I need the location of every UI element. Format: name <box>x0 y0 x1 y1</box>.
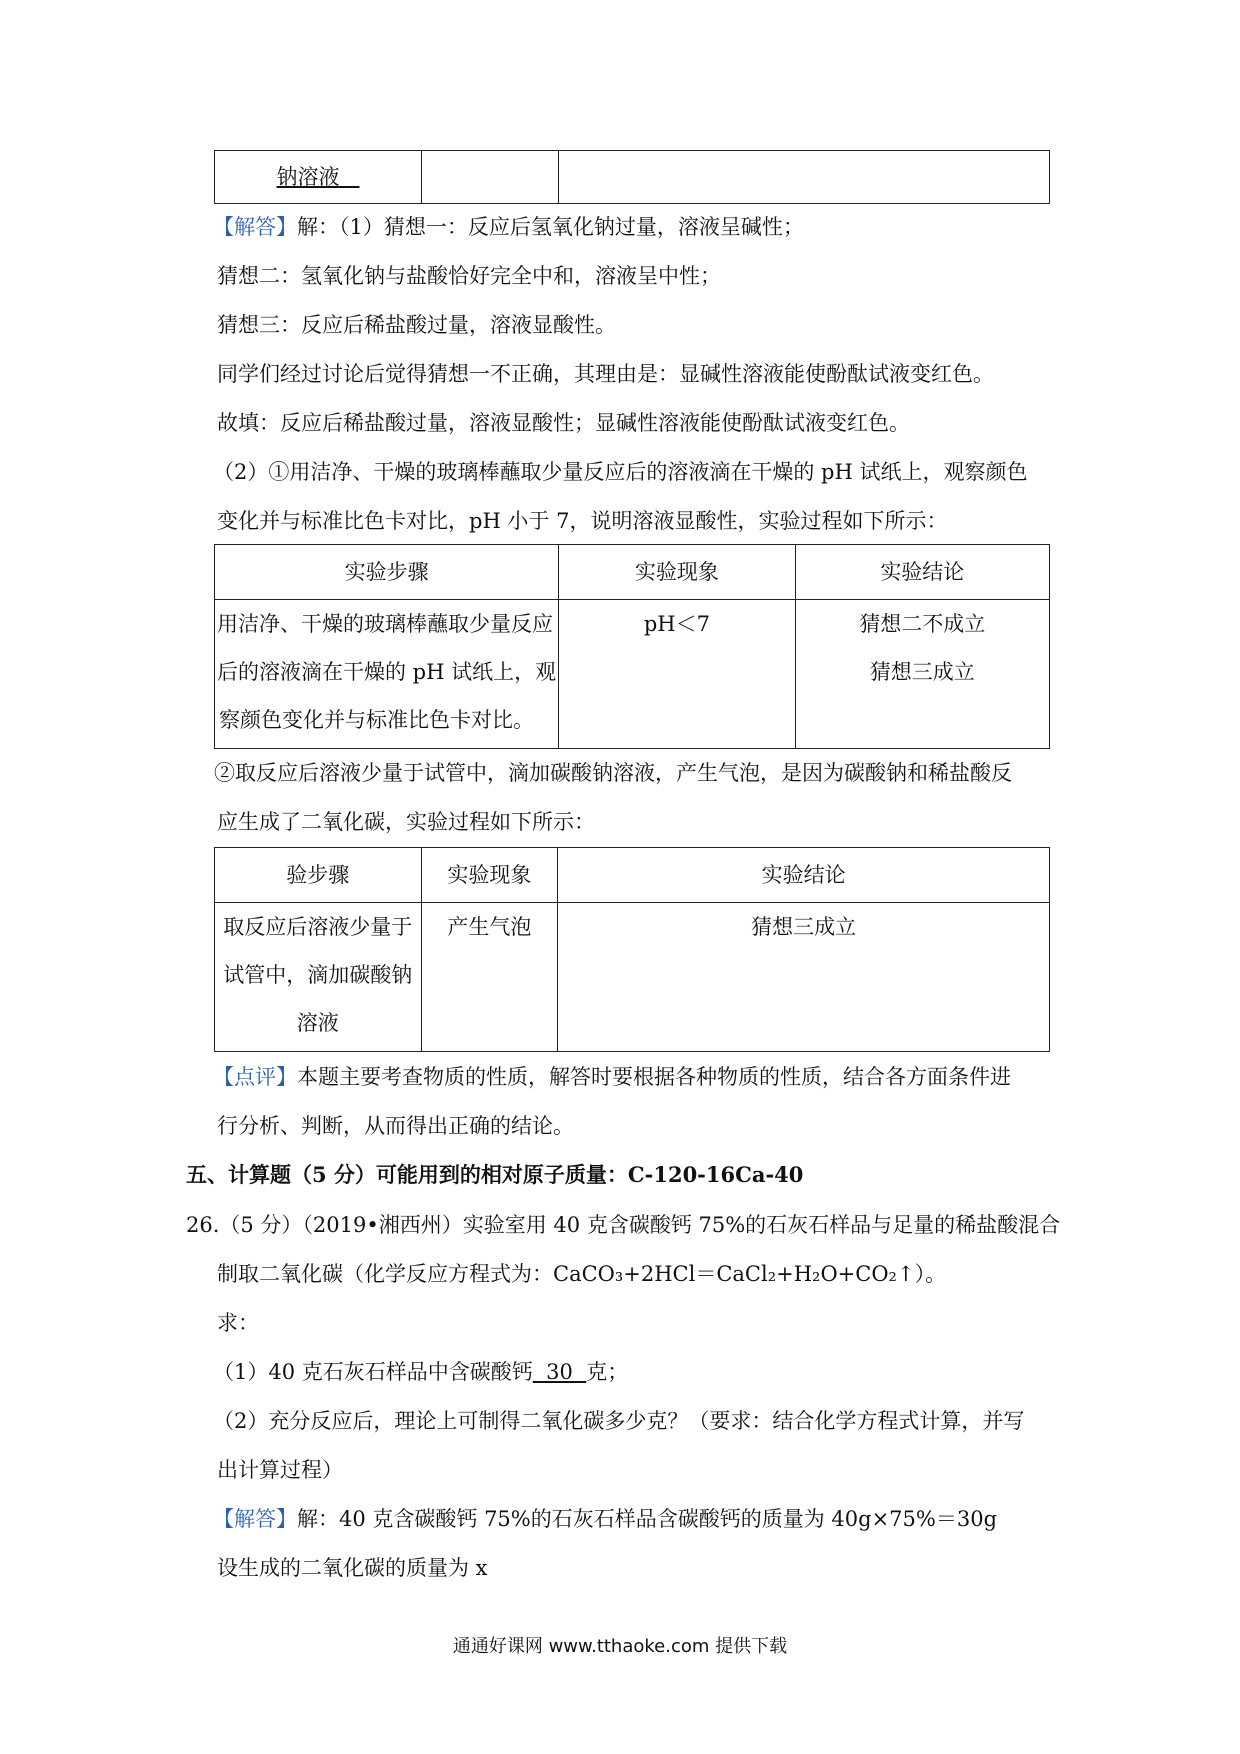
answer1-line4: 同学们经过讨论后觉得猜想一不正确，其理由是：显碱性溶液能使酚酞试液变红色。 <box>217 362 994 386</box>
answer-tag: 【解答】 <box>213 1507 297 1531</box>
top-table-fragment <box>214 150 1050 204</box>
table1-step-line: 后的溶液滴在干燥的 pH 试纸上，观 <box>217 660 557 684</box>
question-26-sub2-line1: （2）充分反应后，理论上可制得二氧化碳多少克？（要求：结合化学方程式计算，并写 <box>213 1409 1025 1433</box>
question-26-line3: 求： <box>217 1311 259 1335</box>
answer2-line1: ②取反应后溶液少量于试管中，滴加碳酸钠溶液，产生气泡，是因为碳酸钠和稀盐酸反 <box>214 761 1012 785</box>
table2-step-line: 溶液 <box>296 1011 339 1035</box>
answer1-line6: （2）①用洁净、干燥的玻璃棒蘸取少量反应后的溶液滴在干燥的 pH 试纸上，观察颜色 <box>213 460 1028 484</box>
experiment-table-2 <box>214 847 1050 1052</box>
table2-step-cell <box>215 903 422 1052</box>
sub1-answer-blank: 30 <box>532 1360 587 1384</box>
table1-step-line: 察颜色变化并与标准比色卡对比。 <box>219 708 534 732</box>
question-26-sub1: （1）40 克石灰石样品中含碳酸钙 30 克； <box>213 1360 629 1384</box>
comment-line2: 行分析、判断，从而得出正确的结论。 <box>217 1114 574 1138</box>
question-26-line2: 制取二氧化碳（化学反应方程式为：CaCO₃+2HCl＝CaCl₂+H₂O+CO₂↑）。 <box>217 1262 947 1286</box>
table2-conclusion: 猜想三成立 <box>558 903 1050 1052</box>
table2-header: 验步骤 <box>215 848 422 903</box>
answer1-line2: 猜想二：氢氧化钠与盐酸恰好完全中和，溶液呈中性； <box>217 264 721 288</box>
answer3-line2: 设生成的二氧化碳的质量为 x <box>217 1556 488 1580</box>
table2-header: 实验现象 <box>421 848 558 903</box>
top-table-cell-empty <box>559 151 1050 204</box>
top-table-cell-text: 钠溶液 <box>276 165 340 189</box>
table1-step-line: 用洁净、干燥的玻璃棒蘸取少量反应 <box>217 612 553 636</box>
table1-phenomenon: pH＜7 <box>559 600 795 749</box>
answer-tag: 【解答】 <box>213 215 297 239</box>
top-table-cell <box>215 151 422 204</box>
answer1-line5: 故填：反应后稀盐酸过量，溶液显酸性；显碱性溶液能使酚酞试液变红色。 <box>217 411 910 435</box>
table1-conclusion-line: 猜想三成立 <box>869 660 975 684</box>
question-26-sub2-line2: 出计算过程） <box>217 1458 343 1482</box>
table1-conclusion <box>795 600 1049 749</box>
answer2-line2: 应生成了二氧化碳，实验过程如下所示： <box>217 810 595 834</box>
answer1-line1: 【解答】解：（1）猜想一：反应后氢氧化钠过量，溶液呈碱性； <box>213 215 804 239</box>
table2-step-line: 试管中，滴加碳酸钠 <box>223 963 413 987</box>
experiment-table-1 <box>214 544 1050 749</box>
table2-step-line: 取反应后溶液少量于 <box>223 915 413 939</box>
top-table-cell-empty <box>422 151 559 204</box>
comment-tag: 【点评】 <box>213 1065 297 1089</box>
table1-conclusion-line: 猜想二不成立 <box>859 612 986 636</box>
section-heading: 五、计算题（5 分）可能用到的相对原子质量：C-120-16Ca-40 <box>186 1162 804 1187</box>
table1-step-cell <box>215 600 559 749</box>
table1-header: 实验步骤 <box>215 545 559 600</box>
answer1-line3: 猜想三：反应后稀盐酸过量，溶液显酸性。 <box>217 313 616 337</box>
answer1-line7: 变化并与标准比色卡对比，pH 小于 7，说明溶液显酸性，实验过程如下所示： <box>217 509 948 533</box>
table1-header: 实验结论 <box>795 545 1049 600</box>
page-footer: 通通好课网 www.tthaoke.com 提供下载 <box>452 1636 788 1657</box>
question-26-line1: 26.（5 分）（2019•湘西州）实验室用 40 克含碳酸钙 75%的石灰石样品与足量的稀盐酸混合 <box>186 1213 1061 1237</box>
comment-line1: 【点评】本题主要考查物质的性质，解答时要根据各种物质的性质，结合各方面条件进 <box>213 1065 1011 1089</box>
answer3-line1: 【解答】解：40 克含碳酸钙 75%的石灰石样品含碳酸钙的质量为 40g×75%＝30g <box>213 1507 998 1531</box>
table2-header: 实验结论 <box>558 848 1050 903</box>
table2-phenomenon: 产生气泡 <box>421 903 558 1052</box>
table1-header: 实验现象 <box>559 545 795 600</box>
